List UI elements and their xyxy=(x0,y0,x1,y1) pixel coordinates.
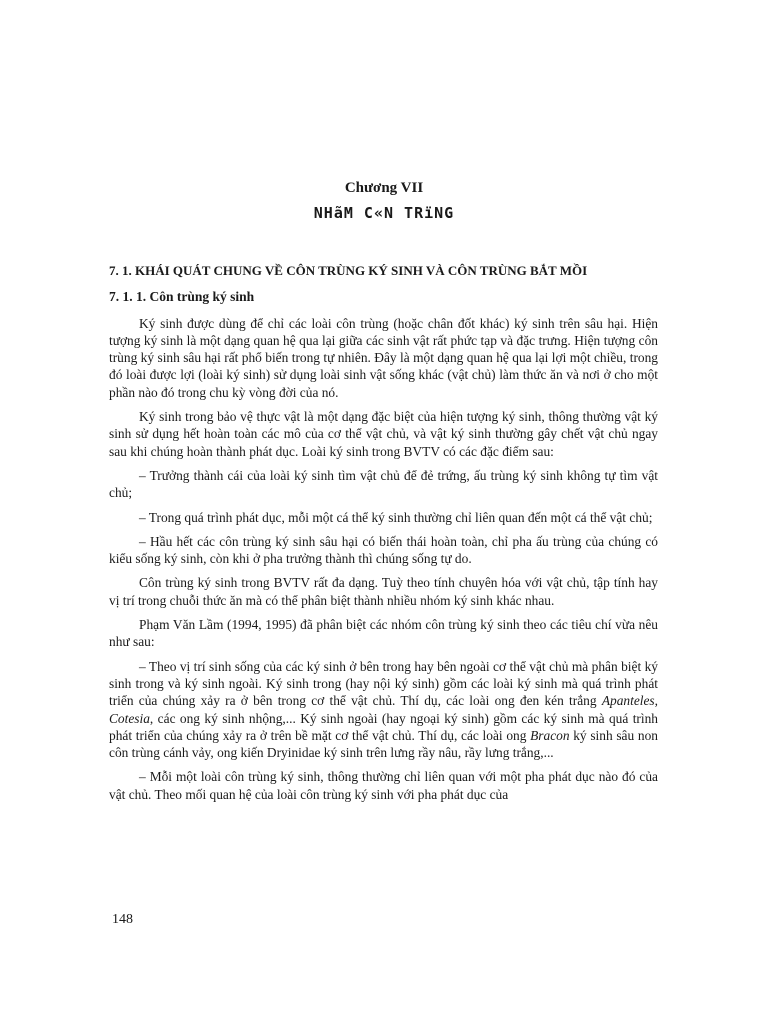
text-span: , các ong ký sinh nhộng,... Ký sinh ngoài (hay ngoại ký sinh) gồm các ký sinh mà quá trình phát triển của chúng xảy ra ở trên bề mặt cơ thể vật chủ. Thí dụ, các loài ong xyxy=(109,710,658,743)
text-span: ký sinh sâu non côn trùng cánh vảy, ong kiến Dryinidae ký sinh trên lưng rầy nâu, rầy lưng trắng,... xyxy=(109,727,658,761)
bullet-female-host: – Trưởng thành cái của loài ký sinh tìm vật chủ để đẻ trứng, ấu trùng ký sinh không tự tìm vật chủ; xyxy=(109,467,658,501)
chapter-title: NHãM C«N TRïNG xyxy=(313,204,455,222)
page-number: 148 xyxy=(112,912,133,927)
section-heading: 7. 1. KHÁI QUÁT CHUNG VỀ CÔN TRÙNG KÝ SINH VÀ CÔN TRÙNG BẮT MỒI xyxy=(109,263,588,278)
paragraph-intro: Ký sinh được dùng để chỉ các loài côn trùng (hoặc chân đốt khác) ký sinh trên sâu hại. Hiện tượng ký sinh là một dạng quan hệ qua lại giữa các sinh vật rất phức tạp và đặc trưng. Hiện tượng côn trùng ký sinh sâu hại rất phổ biến trong tự nhiên. Đây là một dạng quan hệ qua lại lợi một chiều, trong đó loài được lợi (loài ký sinh) sử dụng loài sinh vật sống khác (vật chủ) làm thức ăn và nơi ở cho một phần nào đó trong chu kỳ vòng đời của nó. xyxy=(109,315,658,400)
subsection-heading: 7. 1. 1. Côn trùng ký sinh xyxy=(109,289,255,305)
species-apanteles: Apanteles xyxy=(601,693,655,709)
bullet-metamorphosis: – Hầu hết các côn trùng ký sinh sâu hại có biến thái hoàn toàn, chỉ pha ấu trùng của chúng có kiểu sống ký sinh, còn khi ở pha trưởng thành thì chúng sống tự do. xyxy=(109,533,658,567)
page-content xyxy=(109,262,658,810)
species-bracon: Bracon xyxy=(530,727,570,743)
text-span: , xyxy=(654,693,658,709)
paragraph-diversity: Côn trùng ký sinh trong BVTV rất đa dạng. Tuỳ theo tính chuyên hóa với vật chủ, tập tính hay vị trí trong chuỗi thức ăn mà có thể phân biệt thành nhiều nhóm ký sinh khác nhau. xyxy=(109,575,658,608)
paragraph-bvtv: Ký sinh trong bảo vệ thực vật là một dạng đặc biệt của hiện tượng ký sinh, thông thường vật ký sinh sử dụng hết hoàn toàn các mô của cơ thể vật chủ, và vật ký sinh thường gây chết vật chủ ngay sau khi chúng hoàn thành phát dục. Loài ký sinh trong BVTV có các đặc điểm sau: xyxy=(109,409,658,459)
text-span: – Theo vị trí sinh sống của các ký sinh ở bên trong hay bên ngoài cơ thể vật chủ mà phân biệt ký sinh trong và ký sinh ngoài. Ký sinh trong (hay nội ký sinh) gồm các loài ký sinh mà quá trình phát triển của chúng xảy ra ở bên trong cơ thể vật chủ. Thí dụ, các loài ong đen kén trắng xyxy=(109,658,658,709)
bullet-development-stage: – Mỗi một loài côn trùng ký sinh, thông thường chỉ liên quan với một pha phát dục nào đó của vật chủ. Theo mối quan hệ của loài côn trùng ký sinh với pha phát dục của xyxy=(109,769,658,802)
paragraph-pham-van-lam: Phạm Văn Lầm (1994, 1995) đã phân biệt các nhóm côn trùng ký sinh theo các tiêu chí vừa nêu như sau: xyxy=(109,617,658,650)
bullet-position xyxy=(109,658,658,762)
species-cotesia: Cotesia xyxy=(109,710,150,726)
chapter-label: Chương VII xyxy=(344,180,424,196)
bullet-one-host: – Trong quá trình phát dục, mỗi một cá thể ký sinh thường chỉ liên quan đến một cá thể vật chủ; xyxy=(139,509,653,525)
